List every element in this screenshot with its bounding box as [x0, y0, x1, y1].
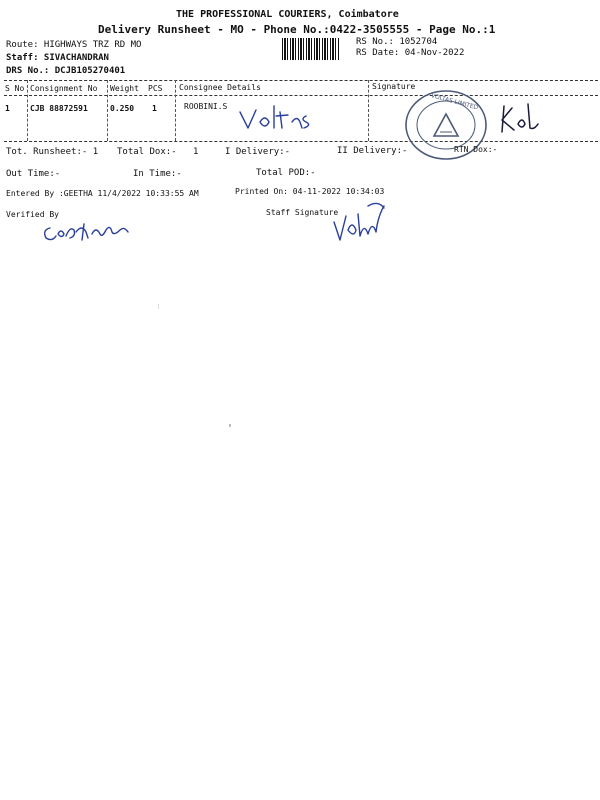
verifier-signature	[40, 216, 136, 246]
staff-signature-label: Staff Signature	[266, 208, 339, 217]
table-top-rule	[4, 80, 598, 81]
table-header-rule	[4, 95, 598, 96]
runsheet-title: Delivery Runsheet - MO - Phone No.:0422-3505555 - Page No.:1	[98, 23, 496, 36]
rtn-dox: RTN Dox:-	[454, 145, 498, 154]
header-consignee: Consignee Details	[179, 83, 261, 92]
out-time: Out Time:-	[6, 169, 61, 179]
staff-signature	[330, 196, 392, 242]
recipient-signature	[496, 102, 542, 138]
rs-date: RS Date: 04-Nov-2022	[356, 48, 465, 58]
col-divider	[368, 80, 369, 141]
header-consignment: Consignment No	[30, 84, 98, 93]
i-delivery: I Delivery:-	[225, 147, 291, 157]
drs-number: DRS No.: DCJB105270401	[6, 66, 126, 76]
entered-by: Entered By :GEETHA 11/4/2022 10:33:55 AM	[6, 189, 199, 198]
total-dox-value: 1	[193, 147, 199, 157]
cell-pcs: 1	[152, 104, 157, 113]
staff-label: Staff: SIVACHANDRAN	[6, 53, 109, 63]
cell-sno: 1	[5, 104, 10, 113]
col-divider	[27, 80, 28, 141]
scan-speck	[229, 424, 231, 427]
cell-weight: 0.250	[110, 104, 135, 113]
company-name: THE PROFESSIONAL COURIERS, Coimbatore	[176, 9, 399, 20]
header-pcs: PCS	[148, 84, 163, 93]
table-bottom-rule	[4, 141, 598, 142]
col-divider	[175, 80, 176, 141]
handwritten-voltas	[236, 102, 318, 136]
barcode	[282, 38, 340, 60]
col-divider	[107, 80, 108, 141]
total-runsheet: Tot. Runsheet:- 1	[6, 147, 99, 157]
cell-consignee: ROOBINI.S	[184, 102, 228, 111]
stamp-text: VOLTAS LIMITED	[430, 92, 479, 112]
ii-delivery: II Delivery:-	[337, 146, 408, 156]
rs-number: RS No.: 1052704	[356, 37, 438, 47]
in-time: In Time:-	[133, 169, 182, 179]
total-dox-label: Total Dox:-	[117, 147, 177, 157]
printed-on: Printed On: 04-11-2022 10:34:03	[235, 187, 385, 196]
scan-speck	[158, 304, 159, 309]
header-sno: S No	[5, 84, 25, 93]
header-weight: Weight	[110, 84, 139, 93]
total-pod: Total POD:-	[256, 168, 316, 178]
header-signature: Signature	[372, 82, 416, 91]
cell-consignment: CJB 88872591	[30, 104, 88, 113]
verified-by-label: Verified By	[6, 210, 59, 219]
route-label: Route: HIGHWAYS TRZ RD MO	[6, 40, 142, 50]
